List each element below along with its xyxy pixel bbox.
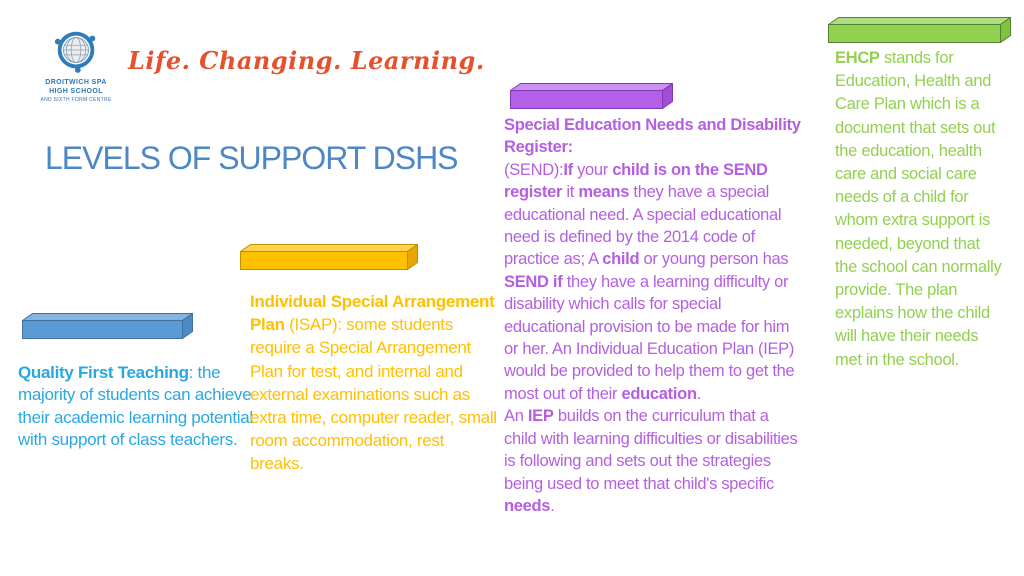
school-tagline: Life. Changing. Learning. <box>128 46 485 75</box>
logo-text-line: AND SIXTH FORM CENTRE <box>40 97 112 103</box>
bar-front-face <box>829 25 1001 43</box>
level-bar-isap <box>240 244 418 270</box>
level-description-quality-first-teaching: Quality First Teaching: the majority of students can achieve their academic learning potential with support of class teachers. <box>18 363 253 450</box>
level-description-ehcp: EHCP stands for Education, Health and Care Plan which is a document that sets out the education, health care and social care needs of a child for whom extra support is needed, beyond that the school can normally provide. The plan explains how the child will have their needs met in the school. <box>835 49 1002 369</box>
bar-front-face <box>23 321 183 339</box>
level-bar-quality-first-teaching <box>22 313 193 339</box>
school-logo <box>34 24 118 104</box>
globe-swirl-icon <box>49 24 103 78</box>
logo-text-line: HIGH SCHOOL <box>49 88 103 95</box>
bar-top-face <box>23 314 193 321</box>
level-description-send: Special Education Needs and Disability Register: (SEND):If your child is on the SEND register it means they have a special educational need. A special educational need is defined by the 2014 code of practice as; A child or young person has SEND if they have a learning difficulty or disability which calls for special educational provision to be made for him or her. An Individual Education Plan (IEP) would be provided to help them to get the most out of their education. An IEP builds on the curriculum that a child with learning difficulties or disabilities is following and sets out the strategies being used to meet that child's specific needs. <box>504 116 801 515</box>
bar-top-face <box>241 245 418 252</box>
level-description-isap: Individual Special Arrangement Plan (ISAP): some students require a Special Arrangement Plan for test, and internal and external examinations such as extra time, computer reader, small room accommodation, rest breaks. <box>250 292 497 474</box>
logo-text-line: DROITWICH SPA <box>45 79 107 86</box>
level-bar-ehcp <box>828 17 1011 43</box>
level-bar-send <box>510 83 673 109</box>
bar-top-face <box>511 84 673 91</box>
bar-top-face <box>829 18 1011 25</box>
bar-front-face <box>511 91 663 109</box>
bar-front-face <box>241 252 408 270</box>
page-title: LEVELS OF SUPPORT DSHS <box>45 140 458 176</box>
